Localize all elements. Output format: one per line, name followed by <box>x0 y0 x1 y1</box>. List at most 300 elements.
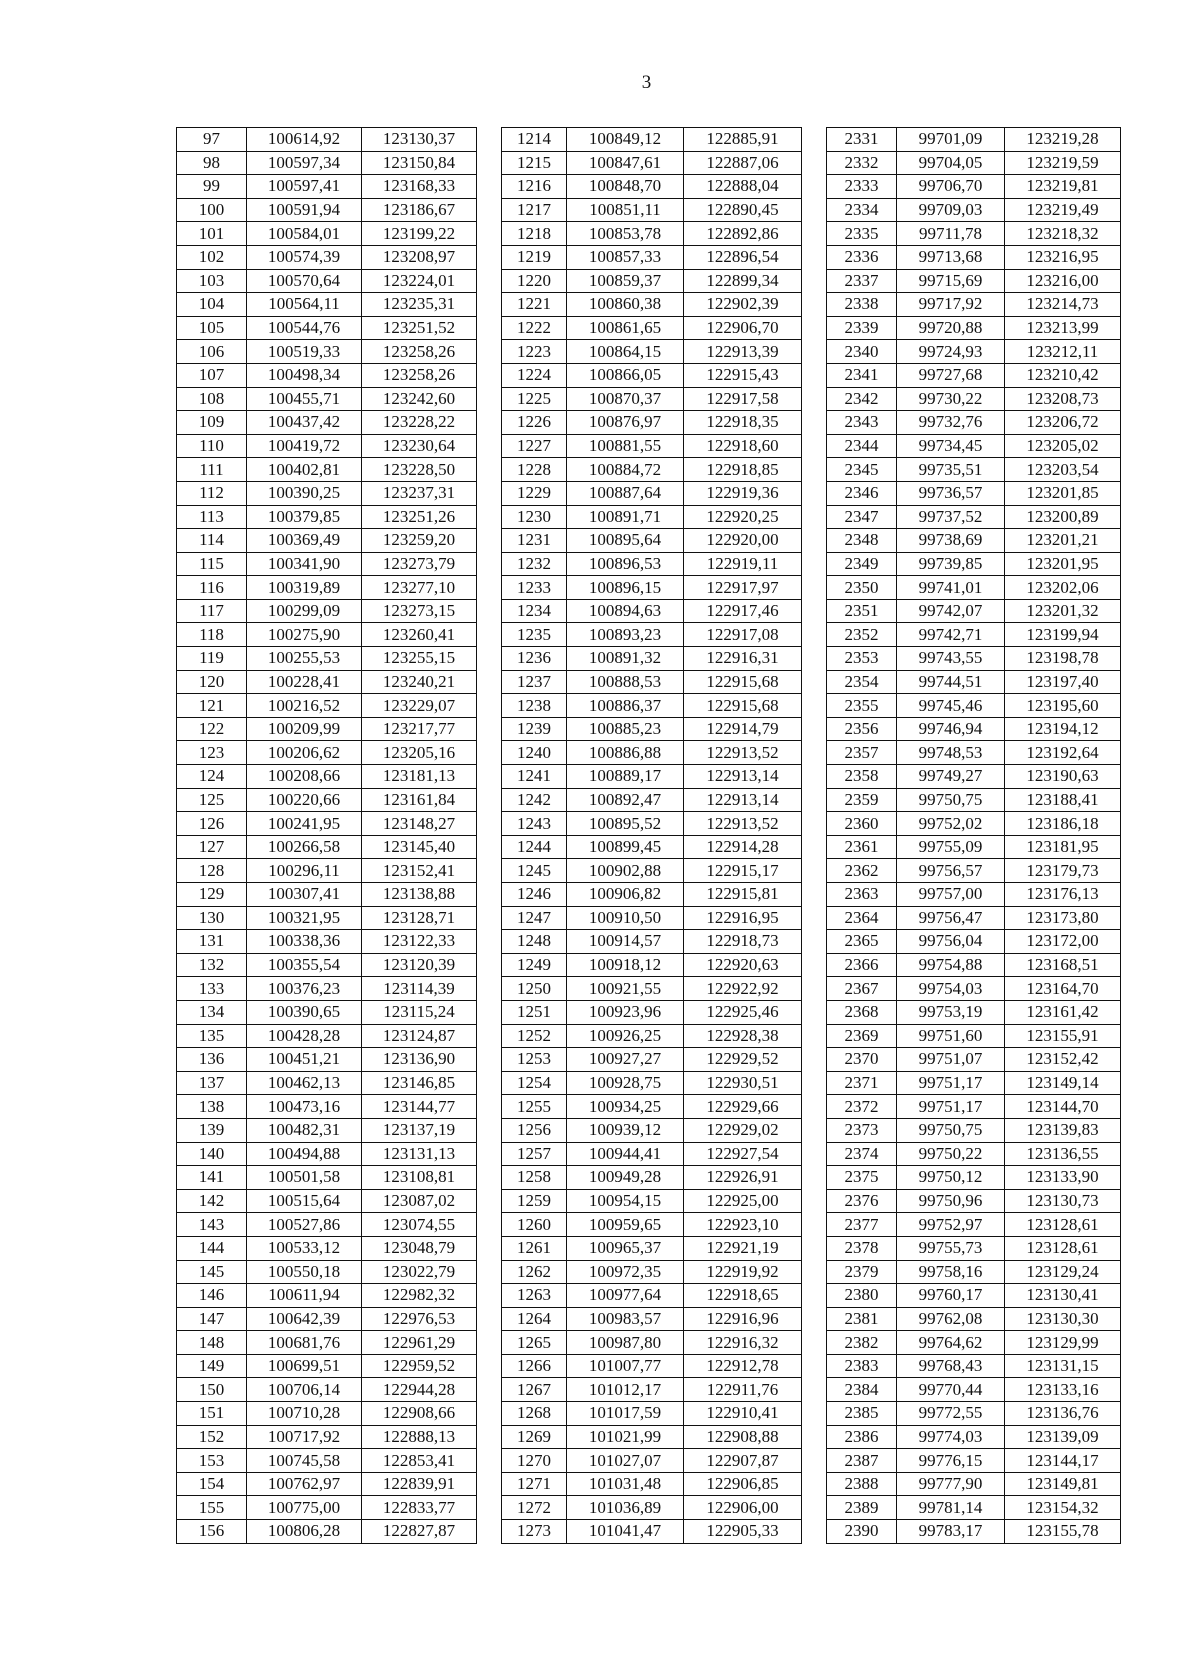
y-coordinate-cell: 122905,33 <box>684 1520 802 1544</box>
column-separator <box>802 1000 827 1024</box>
point-number-cell: 1248 <box>502 930 567 954</box>
x-coordinate-cell: 101012,17 <box>567 1378 684 1402</box>
x-coordinate-cell: 100896,15 <box>567 576 684 600</box>
column-separator <box>802 411 827 435</box>
column-separator <box>477 1402 502 1426</box>
point-number-cell: 2386 <box>827 1425 897 1449</box>
column-separator <box>477 387 502 411</box>
y-coordinate-cell: 123136,55 <box>1005 1142 1121 1166</box>
x-coordinate-cell: 99748,53 <box>897 741 1005 765</box>
point-number-cell: 2368 <box>827 1000 897 1024</box>
column-separator <box>802 741 827 765</box>
table-row <box>177 151 1121 175</box>
y-coordinate-cell: 123213,99 <box>1005 316 1121 340</box>
y-coordinate-cell: 123219,59 <box>1005 151 1121 175</box>
y-coordinate-cell: 122913,14 <box>684 765 802 789</box>
column-separator <box>802 151 827 175</box>
x-coordinate-cell: 100895,52 <box>567 812 684 836</box>
y-coordinate-cell: 123130,30 <box>1005 1307 1121 1331</box>
point-number-cell: 2355 <box>827 694 897 718</box>
x-coordinate-cell: 100891,71 <box>567 505 684 529</box>
point-number-cell: 2387 <box>827 1449 897 1473</box>
x-coordinate-cell: 99768,43 <box>897 1354 1005 1378</box>
point-number-cell: 2373 <box>827 1118 897 1142</box>
y-coordinate-cell: 122920,25 <box>684 505 802 529</box>
x-coordinate-cell: 100208,66 <box>247 765 362 789</box>
column-separator <box>477 458 502 482</box>
x-coordinate-cell: 100597,34 <box>247 151 362 175</box>
point-number-cell: 1265 <box>502 1331 567 1355</box>
y-coordinate-cell: 123190,63 <box>1005 765 1121 789</box>
point-number-cell: 2340 <box>827 340 897 364</box>
x-coordinate-cell: 101007,77 <box>567 1354 684 1378</box>
column-separator <box>802 953 827 977</box>
table-row <box>177 1189 1121 1213</box>
coordinates-table <box>176 127 1121 1544</box>
point-number-cell: 1242 <box>502 788 567 812</box>
x-coordinate-cell: 100462,13 <box>247 1071 362 1095</box>
column-separator <box>802 1307 827 1331</box>
y-coordinate-cell: 122929,02 <box>684 1118 802 1142</box>
y-coordinate-cell: 123128,71 <box>362 906 477 930</box>
y-coordinate-cell: 123186,18 <box>1005 812 1121 836</box>
point-number-cell: 1239 <box>502 717 567 741</box>
point-number-cell: 2367 <box>827 977 897 1001</box>
y-coordinate-cell: 123201,95 <box>1005 552 1121 576</box>
column-separator <box>802 458 827 482</box>
x-coordinate-cell: 99752,02 <box>897 812 1005 836</box>
y-coordinate-cell: 123048,79 <box>362 1236 477 1260</box>
column-separator <box>802 340 827 364</box>
x-coordinate-cell: 100319,89 <box>247 576 362 600</box>
x-coordinate-cell: 100390,65 <box>247 1000 362 1024</box>
point-number-cell: 108 <box>177 387 247 411</box>
column-separator <box>802 1118 827 1142</box>
table-row <box>177 552 1121 576</box>
x-coordinate-cell: 99745,46 <box>897 694 1005 718</box>
x-coordinate-cell: 99754,88 <box>897 953 1005 977</box>
y-coordinate-cell: 123224,01 <box>362 269 477 293</box>
column-separator <box>802 198 827 222</box>
column-separator <box>802 1095 827 1119</box>
x-coordinate-cell: 99704,05 <box>897 151 1005 175</box>
column-separator <box>802 788 827 812</box>
y-coordinate-cell: 122917,46 <box>684 599 802 623</box>
x-coordinate-cell: 100926,25 <box>567 1024 684 1048</box>
table-row <box>177 623 1121 647</box>
column-separator <box>802 1331 827 1355</box>
point-number-cell: 98 <box>177 151 247 175</box>
point-number-cell: 2345 <box>827 458 897 482</box>
point-number-cell: 1227 <box>502 434 567 458</box>
column-separator <box>802 245 827 269</box>
y-coordinate-cell: 123150,84 <box>362 151 477 175</box>
y-coordinate-cell: 123201,32 <box>1005 599 1121 623</box>
y-coordinate-cell: 123205,16 <box>362 741 477 765</box>
y-coordinate-cell: 123146,85 <box>362 1071 477 1095</box>
point-number-cell: 112 <box>177 481 247 505</box>
column-separator <box>802 222 827 246</box>
column-separator <box>477 788 502 812</box>
point-number-cell: 1214 <box>502 128 567 152</box>
y-coordinate-cell: 122976,53 <box>362 1307 477 1331</box>
x-coordinate-cell: 100206,62 <box>247 741 362 765</box>
point-number-cell: 2380 <box>827 1284 897 1308</box>
point-number-cell: 2382 <box>827 1331 897 1355</box>
y-coordinate-cell: 123087,02 <box>362 1189 477 1213</box>
point-number-cell: 137 <box>177 1071 247 1095</box>
column-separator <box>802 1284 827 1308</box>
column-separator <box>477 741 502 765</box>
point-number-cell: 2351 <box>827 599 897 623</box>
x-coordinate-cell: 100574,39 <box>247 245 362 269</box>
point-number-cell: 141 <box>177 1166 247 1190</box>
table-row <box>177 245 1121 269</box>
x-coordinate-cell: 100893,23 <box>567 623 684 647</box>
point-number-cell: 1258 <box>502 1166 567 1190</box>
y-coordinate-cell: 123074,55 <box>362 1213 477 1237</box>
x-coordinate-cell: 99752,97 <box>897 1213 1005 1237</box>
x-coordinate-cell: 100482,31 <box>247 1118 362 1142</box>
x-coordinate-cell: 100896,53 <box>567 552 684 576</box>
x-coordinate-cell: 100886,88 <box>567 741 684 765</box>
y-coordinate-cell: 122914,28 <box>684 835 802 859</box>
x-coordinate-cell: 100321,95 <box>247 906 362 930</box>
point-number-cell: 2383 <box>827 1354 897 1378</box>
y-coordinate-cell: 123136,90 <box>362 1048 477 1072</box>
y-coordinate-cell: 123148,27 <box>362 812 477 836</box>
table-row <box>177 930 1121 954</box>
y-coordinate-cell: 122910,41 <box>684 1402 802 1426</box>
y-coordinate-cell: 123152,42 <box>1005 1048 1121 1072</box>
table-row <box>177 953 1121 977</box>
column-separator <box>477 906 502 930</box>
x-coordinate-cell: 99750,96 <box>897 1189 1005 1213</box>
point-number-cell: 142 <box>177 1189 247 1213</box>
column-separator <box>477 1236 502 1260</box>
y-coordinate-cell: 122959,52 <box>362 1354 477 1378</box>
point-number-cell: 2372 <box>827 1095 897 1119</box>
y-coordinate-cell: 123219,49 <box>1005 198 1121 222</box>
point-number-cell: 1262 <box>502 1260 567 1284</box>
x-coordinate-cell: 99732,76 <box>897 411 1005 435</box>
column-separator <box>477 576 502 600</box>
y-coordinate-cell: 123258,26 <box>362 363 477 387</box>
point-number-cell: 2388 <box>827 1472 897 1496</box>
column-separator <box>477 1189 502 1213</box>
point-number-cell: 1255 <box>502 1095 567 1119</box>
y-coordinate-cell: 123273,79 <box>362 552 477 576</box>
point-number-cell: 144 <box>177 1236 247 1260</box>
point-number-cell: 107 <box>177 363 247 387</box>
column-separator <box>802 1425 827 1449</box>
column-separator <box>477 883 502 907</box>
point-number-cell: 2343 <box>827 411 897 435</box>
point-number-cell: 1253 <box>502 1048 567 1072</box>
x-coordinate-cell: 99727,68 <box>897 363 1005 387</box>
table-row <box>177 788 1121 812</box>
x-coordinate-cell: 99755,09 <box>897 835 1005 859</box>
point-number-cell: 1225 <box>502 387 567 411</box>
column-separator <box>802 647 827 671</box>
column-separator <box>802 623 827 647</box>
x-coordinate-cell: 100533,12 <box>247 1236 362 1260</box>
table-row <box>177 741 1121 765</box>
table-row <box>177 1095 1121 1119</box>
x-coordinate-cell: 99750,12 <box>897 1166 1005 1190</box>
point-number-cell: 101 <box>177 222 247 246</box>
point-number-cell: 139 <box>177 1118 247 1142</box>
point-number-cell: 1224 <box>502 363 567 387</box>
column-separator <box>477 529 502 553</box>
column-separator <box>802 717 827 741</box>
x-coordinate-cell: 99751,07 <box>897 1048 1005 1072</box>
point-number-cell: 2341 <box>827 363 897 387</box>
point-number-cell: 2354 <box>827 670 897 694</box>
y-coordinate-cell: 122918,35 <box>684 411 802 435</box>
table-row <box>177 599 1121 623</box>
x-coordinate-cell: 100870,37 <box>567 387 684 411</box>
y-coordinate-cell: 123139,09 <box>1005 1425 1121 1449</box>
y-coordinate-cell: 122906,70 <box>684 316 802 340</box>
x-coordinate-cell: 99736,57 <box>897 481 1005 505</box>
y-coordinate-cell: 123129,24 <box>1005 1260 1121 1284</box>
point-number-cell: 1273 <box>502 1520 567 1544</box>
point-number-cell: 147 <box>177 1307 247 1331</box>
point-number-cell: 2361 <box>827 835 897 859</box>
y-coordinate-cell: 123188,41 <box>1005 788 1121 812</box>
x-coordinate-cell: 100564,11 <box>247 293 362 317</box>
x-coordinate-cell: 99724,93 <box>897 340 1005 364</box>
point-number-cell: 1244 <box>502 835 567 859</box>
y-coordinate-cell: 122915,68 <box>684 694 802 718</box>
table-row <box>177 1472 1121 1496</box>
column-separator <box>802 505 827 529</box>
y-coordinate-cell: 122925,46 <box>684 1000 802 1024</box>
point-number-cell: 106 <box>177 340 247 364</box>
point-number-cell: 1257 <box>502 1142 567 1166</box>
y-coordinate-cell: 122916,32 <box>684 1331 802 1355</box>
point-number-cell: 145 <box>177 1260 247 1284</box>
table-row <box>177 812 1121 836</box>
table-row <box>177 576 1121 600</box>
x-coordinate-cell: 99734,45 <box>897 434 1005 458</box>
point-number-cell: 2364 <box>827 906 897 930</box>
x-coordinate-cell: 100402,81 <box>247 458 362 482</box>
column-separator <box>477 765 502 789</box>
x-coordinate-cell: 100597,41 <box>247 175 362 199</box>
table-row <box>177 198 1121 222</box>
column-separator <box>477 930 502 954</box>
point-number-cell: 129 <box>177 883 247 907</box>
y-coordinate-cell: 123202,06 <box>1005 576 1121 600</box>
x-coordinate-cell: 100494,88 <box>247 1142 362 1166</box>
y-coordinate-cell: 122927,54 <box>684 1142 802 1166</box>
point-number-cell: 2337 <box>827 269 897 293</box>
y-coordinate-cell: 123179,73 <box>1005 859 1121 883</box>
x-coordinate-cell: 100983,57 <box>567 1307 684 1331</box>
y-coordinate-cell: 123255,15 <box>362 647 477 671</box>
column-separator <box>477 1520 502 1544</box>
x-coordinate-cell: 99742,71 <box>897 623 1005 647</box>
x-coordinate-cell: 99730,22 <box>897 387 1005 411</box>
point-number-cell: 132 <box>177 953 247 977</box>
x-coordinate-cell: 100501,58 <box>247 1166 362 1190</box>
point-number-cell: 2379 <box>827 1260 897 1284</box>
y-coordinate-cell: 123131,15 <box>1005 1354 1121 1378</box>
table-row <box>177 883 1121 907</box>
column-separator <box>477 363 502 387</box>
y-coordinate-cell: 122906,00 <box>684 1496 802 1520</box>
x-coordinate-cell: 100857,33 <box>567 245 684 269</box>
column-separator <box>802 906 827 930</box>
column-separator <box>802 293 827 317</box>
point-number-cell: 1268 <box>502 1402 567 1426</box>
table-row <box>177 1048 1121 1072</box>
point-number-cell: 153 <box>177 1449 247 1473</box>
y-coordinate-cell: 122888,04 <box>684 175 802 199</box>
y-coordinate-cell: 123251,52 <box>362 316 477 340</box>
x-coordinate-cell: 100717,92 <box>247 1425 362 1449</box>
point-number-cell: 1232 <box>502 552 567 576</box>
x-coordinate-cell: 100849,12 <box>567 128 684 152</box>
point-number-cell: 1249 <box>502 953 567 977</box>
point-number-cell: 156 <box>177 1520 247 1544</box>
x-coordinate-cell: 99701,09 <box>897 128 1005 152</box>
x-coordinate-cell: 100910,50 <box>567 906 684 930</box>
x-coordinate-cell: 101036,89 <box>567 1496 684 1520</box>
y-coordinate-cell: 123133,90 <box>1005 1166 1121 1190</box>
x-coordinate-cell: 99757,00 <box>897 883 1005 907</box>
x-coordinate-cell: 100451,21 <box>247 1048 362 1072</box>
x-coordinate-cell: 99753,19 <box>897 1000 1005 1024</box>
y-coordinate-cell: 122922,92 <box>684 977 802 1001</box>
column-separator <box>802 859 827 883</box>
x-coordinate-cell: 100895,64 <box>567 529 684 553</box>
point-number-cell: 2389 <box>827 1496 897 1520</box>
x-coordinate-cell: 100428,28 <box>247 1024 362 1048</box>
column-separator <box>477 1331 502 1355</box>
column-separator <box>477 222 502 246</box>
x-coordinate-cell: 99711,78 <box>897 222 1005 246</box>
x-coordinate-cell: 100341,90 <box>247 552 362 576</box>
column-separator <box>477 694 502 718</box>
point-number-cell: 116 <box>177 576 247 600</box>
table-row <box>177 694 1121 718</box>
point-number-cell: 118 <box>177 623 247 647</box>
x-coordinate-cell: 100419,72 <box>247 434 362 458</box>
point-number-cell: 151 <box>177 1402 247 1426</box>
point-number-cell: 115 <box>177 552 247 576</box>
x-coordinate-cell: 99715,69 <box>897 269 1005 293</box>
y-coordinate-cell: 123161,42 <box>1005 1000 1121 1024</box>
y-coordinate-cell: 123130,37 <box>362 128 477 152</box>
point-number-cell: 2333 <box>827 175 897 199</box>
table-row <box>177 316 1121 340</box>
column-separator <box>802 529 827 553</box>
x-coordinate-cell: 100255,53 <box>247 647 362 671</box>
y-coordinate-cell: 123149,14 <box>1005 1071 1121 1095</box>
x-coordinate-cell: 100519,33 <box>247 340 362 364</box>
x-coordinate-cell: 100369,49 <box>247 529 362 553</box>
y-coordinate-cell: 123228,50 <box>362 458 477 482</box>
y-coordinate-cell: 122914,79 <box>684 717 802 741</box>
column-separator <box>477 1142 502 1166</box>
point-number-cell: 2348 <box>827 529 897 553</box>
x-coordinate-cell: 100275,90 <box>247 623 362 647</box>
y-coordinate-cell: 123139,83 <box>1005 1118 1121 1142</box>
x-coordinate-cell: 100710,28 <box>247 1402 362 1426</box>
column-separator <box>477 977 502 1001</box>
x-coordinate-cell: 99751,17 <box>897 1071 1005 1095</box>
column-separator <box>477 1449 502 1473</box>
point-number-cell: 128 <box>177 859 247 883</box>
column-separator <box>477 316 502 340</box>
column-separator <box>477 835 502 859</box>
point-number-cell: 103 <box>177 269 247 293</box>
y-coordinate-cell: 122982,32 <box>362 1284 477 1308</box>
column-separator <box>477 599 502 623</box>
y-coordinate-cell: 123176,13 <box>1005 883 1121 907</box>
x-coordinate-cell: 100296,11 <box>247 859 362 883</box>
column-separator <box>477 1071 502 1095</box>
table-row <box>177 1260 1121 1284</box>
point-number-cell: 2346 <box>827 481 897 505</box>
point-number-cell: 2363 <box>827 883 897 907</box>
table-row <box>177 1071 1121 1095</box>
y-coordinate-cell: 123260,41 <box>362 623 477 647</box>
table-row <box>177 411 1121 435</box>
y-coordinate-cell: 123144,70 <box>1005 1095 1121 1119</box>
table-row <box>177 1166 1121 1190</box>
column-separator <box>477 151 502 175</box>
point-number-cell: 1266 <box>502 1354 567 1378</box>
y-coordinate-cell: 122929,66 <box>684 1095 802 1119</box>
point-number-cell: 1241 <box>502 765 567 789</box>
x-coordinate-cell: 99751,60 <box>897 1024 1005 1048</box>
table-row <box>177 128 1121 152</box>
y-coordinate-cell: 123218,32 <box>1005 222 1121 246</box>
x-coordinate-cell: 99774,03 <box>897 1425 1005 1449</box>
column-separator <box>477 1307 502 1331</box>
y-coordinate-cell: 123138,88 <box>362 883 477 907</box>
column-separator <box>802 552 827 576</box>
y-coordinate-cell: 123219,81 <box>1005 175 1121 199</box>
point-number-cell: 2370 <box>827 1048 897 1072</box>
column-separator <box>802 812 827 836</box>
x-coordinate-cell: 100887,64 <box>567 481 684 505</box>
y-coordinate-cell: 122913,14 <box>684 788 802 812</box>
y-coordinate-cell: 123149,81 <box>1005 1472 1121 1496</box>
y-coordinate-cell: 122913,52 <box>684 741 802 765</box>
point-number-cell: 1228 <box>502 458 567 482</box>
point-number-cell: 1261 <box>502 1236 567 1260</box>
x-coordinate-cell: 100954,15 <box>567 1189 684 1213</box>
column-separator <box>477 1354 502 1378</box>
x-coordinate-cell: 99750,75 <box>897 788 1005 812</box>
y-coordinate-cell: 122896,54 <box>684 245 802 269</box>
table-row <box>177 1331 1121 1355</box>
y-coordinate-cell: 123168,51 <box>1005 953 1121 977</box>
point-number-cell: 114 <box>177 529 247 553</box>
y-coordinate-cell: 123128,61 <box>1005 1236 1121 1260</box>
y-coordinate-cell: 122912,78 <box>684 1354 802 1378</box>
column-separator <box>477 411 502 435</box>
column-separator <box>802 269 827 293</box>
y-coordinate-cell: 123192,64 <box>1005 741 1121 765</box>
y-coordinate-cell: 123133,16 <box>1005 1378 1121 1402</box>
y-coordinate-cell: 122890,45 <box>684 198 802 222</box>
